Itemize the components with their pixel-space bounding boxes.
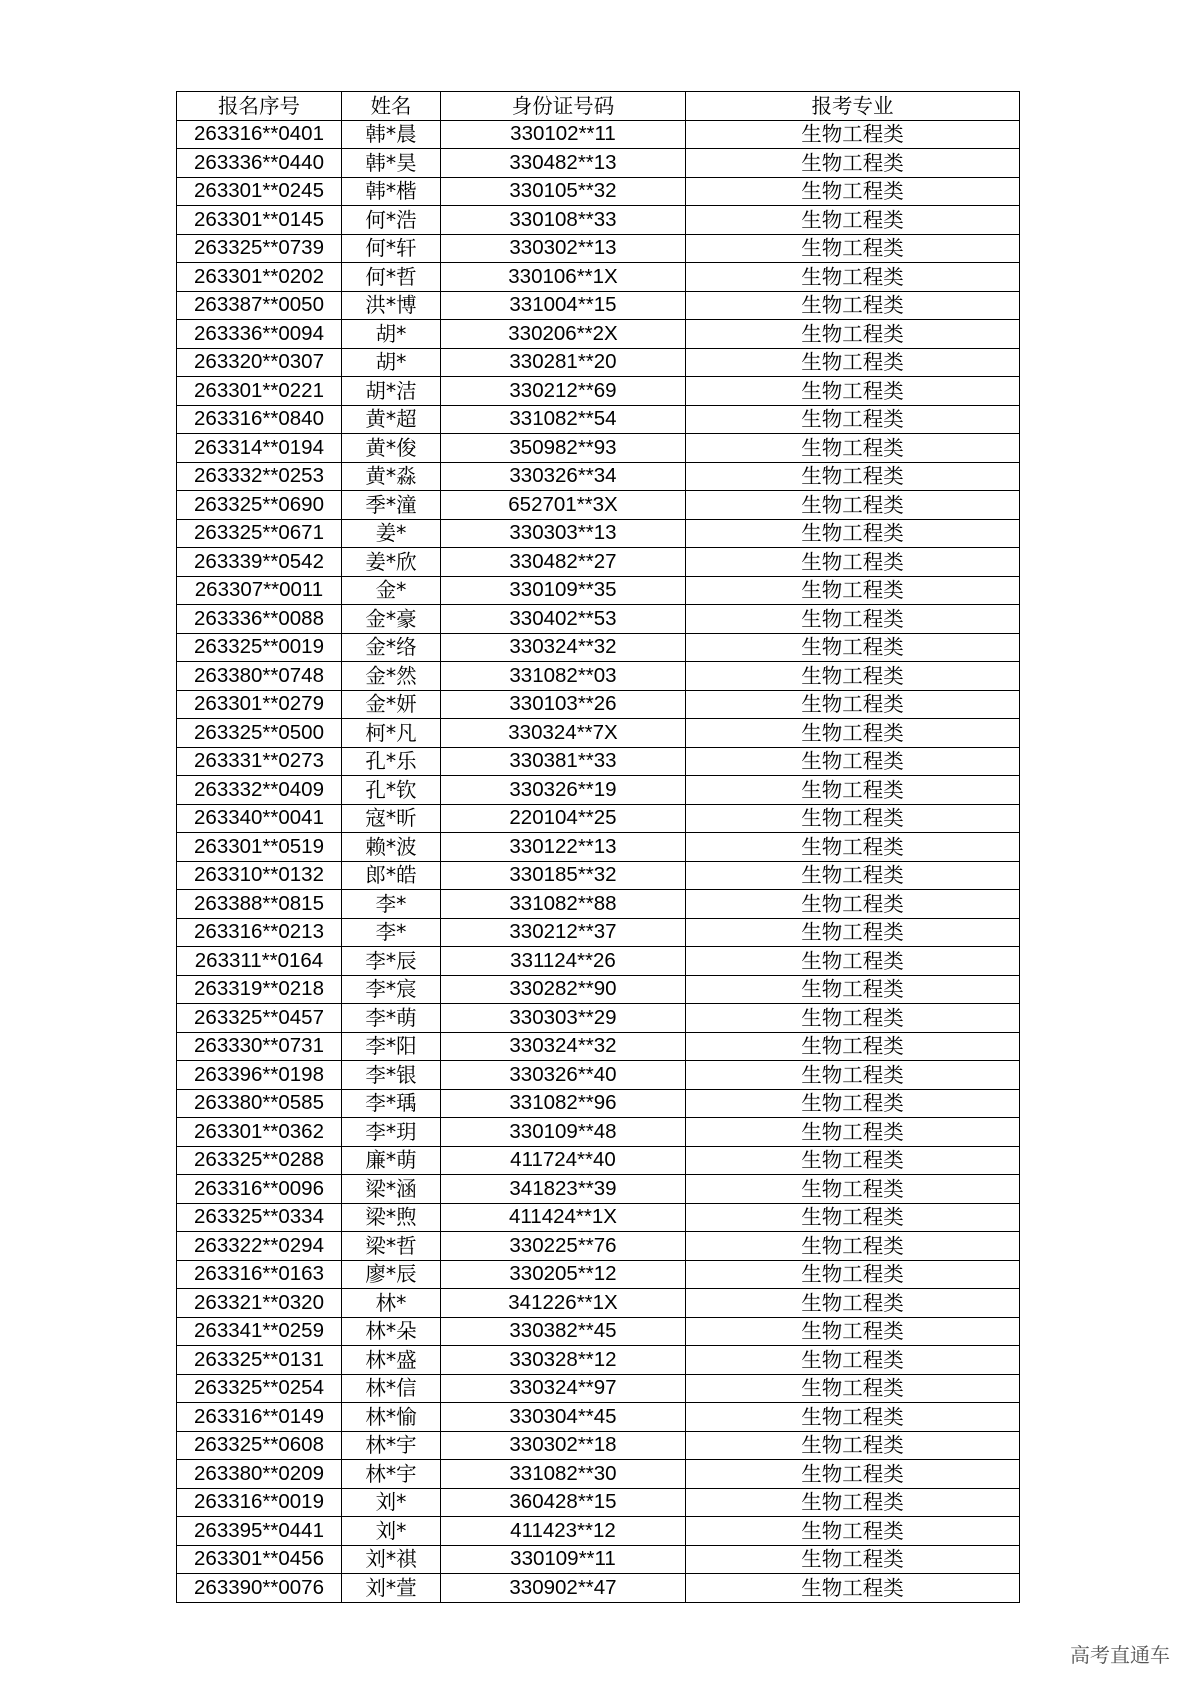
table-row bbox=[177, 576, 1020, 605]
major-cell: 生物工程类 bbox=[686, 491, 1020, 520]
table-row bbox=[177, 947, 1020, 976]
name-cell: 赖*波 bbox=[342, 833, 441, 862]
table-row bbox=[177, 605, 1020, 634]
id-number-cell: 331082**54 bbox=[441, 405, 686, 434]
table-row bbox=[177, 1089, 1020, 1118]
table-header bbox=[177, 92, 1020, 121]
table-row bbox=[177, 1260, 1020, 1289]
major-cell: 生物工程类 bbox=[686, 947, 1020, 976]
registration-no-cell: 263325**0288 bbox=[177, 1146, 342, 1175]
id-number-cell: 331082**30 bbox=[441, 1460, 686, 1489]
name-cell: 黄*超 bbox=[342, 405, 441, 434]
major-cell: 生物工程类 bbox=[686, 605, 1020, 634]
id-number-cell: 330324**97 bbox=[441, 1374, 686, 1403]
registration-no-cell: 263311**0164 bbox=[177, 947, 342, 976]
id-number-cell: 360428**15 bbox=[441, 1488, 686, 1517]
major-cell: 生物工程类 bbox=[686, 1146, 1020, 1175]
registration-no-cell: 263301**0202 bbox=[177, 263, 342, 292]
registration-no-cell: 263332**0409 bbox=[177, 776, 342, 805]
table-row bbox=[177, 1574, 1020, 1603]
header-major: 报考专业 bbox=[686, 92, 1020, 121]
registration-no-cell: 263330**0731 bbox=[177, 1032, 342, 1061]
major-cell: 生物工程类 bbox=[686, 377, 1020, 406]
id-number-cell: 331124**26 bbox=[441, 947, 686, 976]
id-number-cell: 330122**13 bbox=[441, 833, 686, 862]
major-cell: 生物工程类 bbox=[686, 833, 1020, 862]
name-cell: 刘* bbox=[342, 1488, 441, 1517]
registration-no-cell: 263307**0011 bbox=[177, 576, 342, 605]
id-number-cell: 330324**32 bbox=[441, 1032, 686, 1061]
table-row bbox=[177, 1232, 1020, 1261]
registration-no-cell: 263395**0441 bbox=[177, 1517, 342, 1546]
table-row bbox=[177, 491, 1020, 520]
table-row bbox=[177, 462, 1020, 491]
registration-no-cell: 263316**0096 bbox=[177, 1175, 342, 1204]
major-cell: 生物工程类 bbox=[686, 1374, 1020, 1403]
id-number-cell: 330281**20 bbox=[441, 348, 686, 377]
id-number-cell: 330102**11 bbox=[441, 120, 686, 149]
header-id-number: 身份证号码 bbox=[441, 92, 686, 121]
name-cell: 廉*萌 bbox=[342, 1146, 441, 1175]
name-cell: 郎*皓 bbox=[342, 861, 441, 890]
name-cell: 寇*昕 bbox=[342, 804, 441, 833]
name-cell: 金* bbox=[342, 576, 441, 605]
header-registration-no: 报名序号 bbox=[177, 92, 342, 121]
major-cell: 生物工程类 bbox=[686, 1289, 1020, 1318]
table-row bbox=[177, 1460, 1020, 1489]
id-number-cell: 411423**12 bbox=[441, 1517, 686, 1546]
header-row bbox=[177, 92, 1020, 121]
major-cell: 生物工程类 bbox=[686, 719, 1020, 748]
header-name: 姓名 bbox=[342, 92, 441, 121]
major-cell: 生物工程类 bbox=[686, 519, 1020, 548]
name-cell: 金*豪 bbox=[342, 605, 441, 634]
major-cell: 生物工程类 bbox=[686, 1260, 1020, 1289]
name-cell: 胡*洁 bbox=[342, 377, 441, 406]
name-cell: 刘*祺 bbox=[342, 1545, 441, 1574]
registration-no-cell: 263387**0050 bbox=[177, 291, 342, 320]
table-row bbox=[177, 1289, 1020, 1318]
major-cell: 生物工程类 bbox=[686, 1317, 1020, 1346]
table-row bbox=[177, 1374, 1020, 1403]
registration-no-cell: 263320**0307 bbox=[177, 348, 342, 377]
name-cell: 李*瑀 bbox=[342, 1089, 441, 1118]
id-number-cell: 330185**32 bbox=[441, 861, 686, 890]
major-cell: 生物工程类 bbox=[686, 149, 1020, 178]
major-cell: 生物工程类 bbox=[686, 434, 1020, 463]
table-row bbox=[177, 918, 1020, 947]
registration-no-cell: 263301**0145 bbox=[177, 206, 342, 235]
table-row bbox=[177, 291, 1020, 320]
major-cell: 生物工程类 bbox=[686, 747, 1020, 776]
registration-no-cell: 263310**0132 bbox=[177, 861, 342, 890]
major-cell: 生物工程类 bbox=[686, 1175, 1020, 1204]
id-number-cell: 331082**96 bbox=[441, 1089, 686, 1118]
registration-no-cell: 263396**0198 bbox=[177, 1061, 342, 1090]
table-row bbox=[177, 206, 1020, 235]
id-number-cell: 330302**18 bbox=[441, 1431, 686, 1460]
major-cell: 生物工程类 bbox=[686, 1545, 1020, 1574]
id-number-cell: 330205**12 bbox=[441, 1260, 686, 1289]
id-number-cell: 330382**45 bbox=[441, 1317, 686, 1346]
name-cell: 孔*钦 bbox=[342, 776, 441, 805]
name-cell: 姜*欣 bbox=[342, 548, 441, 577]
name-cell: 李*萌 bbox=[342, 1004, 441, 1033]
name-cell: 梁*哲 bbox=[342, 1232, 441, 1261]
table-row bbox=[177, 177, 1020, 206]
name-cell: 韩*楷 bbox=[342, 177, 441, 206]
registration-no-cell: 263325**0131 bbox=[177, 1346, 342, 1375]
id-number-cell: 330326**19 bbox=[441, 776, 686, 805]
table-row bbox=[177, 1317, 1020, 1346]
registration-no-cell: 263341**0259 bbox=[177, 1317, 342, 1346]
table-row bbox=[177, 320, 1020, 349]
registration-no-cell: 263314**0194 bbox=[177, 434, 342, 463]
id-number-cell: 331004**15 bbox=[441, 291, 686, 320]
major-cell: 生物工程类 bbox=[686, 548, 1020, 577]
id-number-cell: 350982**93 bbox=[441, 434, 686, 463]
major-cell: 生物工程类 bbox=[686, 1403, 1020, 1432]
name-cell: 胡* bbox=[342, 320, 441, 349]
registration-no-cell: 263325**0739 bbox=[177, 234, 342, 263]
registration-no-cell: 263325**0671 bbox=[177, 519, 342, 548]
registration-no-cell: 263325**0019 bbox=[177, 633, 342, 662]
name-cell: 洪*博 bbox=[342, 291, 441, 320]
id-number-cell: 330109**48 bbox=[441, 1118, 686, 1147]
name-cell: 林*盛 bbox=[342, 1346, 441, 1375]
table-row bbox=[177, 120, 1020, 149]
major-cell: 生物工程类 bbox=[686, 177, 1020, 206]
registration-no-cell: 263316**0163 bbox=[177, 1260, 342, 1289]
table-row bbox=[177, 1203, 1020, 1232]
major-cell: 生物工程类 bbox=[686, 804, 1020, 833]
name-cell: 黄*俊 bbox=[342, 434, 441, 463]
name-cell: 梁*涵 bbox=[342, 1175, 441, 1204]
name-cell: 何*浩 bbox=[342, 206, 441, 235]
id-number-cell: 341226**1X bbox=[441, 1289, 686, 1318]
name-cell: 李*银 bbox=[342, 1061, 441, 1090]
id-number-cell: 330105**32 bbox=[441, 177, 686, 206]
id-number-cell: 411724**40 bbox=[441, 1146, 686, 1175]
registration-no-cell: 263319**0218 bbox=[177, 975, 342, 1004]
id-number-cell: 330402**53 bbox=[441, 605, 686, 634]
name-cell: 金*络 bbox=[342, 633, 441, 662]
table-row bbox=[177, 804, 1020, 833]
id-number-cell: 330109**35 bbox=[441, 576, 686, 605]
name-cell: 胡* bbox=[342, 348, 441, 377]
name-cell: 刘*萱 bbox=[342, 1574, 441, 1603]
table-row bbox=[177, 747, 1020, 776]
registration-no-cell: 263380**0748 bbox=[177, 662, 342, 691]
major-cell: 生物工程类 bbox=[686, 662, 1020, 691]
registration-no-cell: 263325**0334 bbox=[177, 1203, 342, 1232]
id-number-cell: 331082**88 bbox=[441, 890, 686, 919]
table-row bbox=[177, 234, 1020, 263]
name-cell: 李* bbox=[342, 918, 441, 947]
applicant-table bbox=[176, 91, 1020, 1603]
major-cell: 生物工程类 bbox=[686, 918, 1020, 947]
name-cell: 林*朵 bbox=[342, 1317, 441, 1346]
name-cell: 黄*淼 bbox=[342, 462, 441, 491]
registration-no-cell: 263301**0456 bbox=[177, 1545, 342, 1574]
major-cell: 生物工程类 bbox=[686, 263, 1020, 292]
table-row bbox=[177, 1032, 1020, 1061]
registration-no-cell: 263301**0519 bbox=[177, 833, 342, 862]
watermark: 高考直通车 bbox=[1070, 1643, 1170, 1667]
name-cell: 林*宇 bbox=[342, 1460, 441, 1489]
registration-no-cell: 263336**0440 bbox=[177, 149, 342, 178]
table-row bbox=[177, 1545, 1020, 1574]
registration-no-cell: 263331**0273 bbox=[177, 747, 342, 776]
table-row bbox=[177, 149, 1020, 178]
id-number-cell: 330381**33 bbox=[441, 747, 686, 776]
id-number-cell: 330106**1X bbox=[441, 263, 686, 292]
id-number-cell: 330482**27 bbox=[441, 548, 686, 577]
major-cell: 生物工程类 bbox=[686, 1118, 1020, 1147]
registration-no-cell: 263380**0585 bbox=[177, 1089, 342, 1118]
major-cell: 生物工程类 bbox=[686, 1431, 1020, 1460]
id-number-cell: 330282**90 bbox=[441, 975, 686, 1004]
major-cell: 生物工程类 bbox=[686, 1089, 1020, 1118]
id-number-cell: 341823**39 bbox=[441, 1175, 686, 1204]
registration-no-cell: 263339**0542 bbox=[177, 548, 342, 577]
id-number-cell: 330108**33 bbox=[441, 206, 686, 235]
table-row bbox=[177, 833, 1020, 862]
major-cell: 生物工程类 bbox=[686, 1346, 1020, 1375]
name-cell: 韩*昊 bbox=[342, 149, 441, 178]
major-cell: 生物工程类 bbox=[686, 890, 1020, 919]
major-cell: 生物工程类 bbox=[686, 405, 1020, 434]
id-number-cell: 330212**37 bbox=[441, 918, 686, 947]
table-row bbox=[177, 633, 1020, 662]
major-cell: 生物工程类 bbox=[686, 975, 1020, 1004]
major-cell: 生物工程类 bbox=[686, 1488, 1020, 1517]
major-cell: 生物工程类 bbox=[686, 348, 1020, 377]
major-cell: 生物工程类 bbox=[686, 861, 1020, 890]
id-number-cell: 220104**25 bbox=[441, 804, 686, 833]
table-row bbox=[177, 1175, 1020, 1204]
id-number-cell: 330902**47 bbox=[441, 1574, 686, 1603]
name-cell: 林*愉 bbox=[342, 1403, 441, 1432]
table-row bbox=[177, 1517, 1020, 1546]
registration-no-cell: 263321**0320 bbox=[177, 1289, 342, 1318]
table-row bbox=[177, 1118, 1020, 1147]
major-cell: 生物工程类 bbox=[686, 1232, 1020, 1261]
registration-no-cell: 263325**0457 bbox=[177, 1004, 342, 1033]
registration-no-cell: 263336**0094 bbox=[177, 320, 342, 349]
major-cell: 生物工程类 bbox=[686, 776, 1020, 805]
registration-no-cell: 263340**0041 bbox=[177, 804, 342, 833]
name-cell: 李*玥 bbox=[342, 1118, 441, 1147]
major-cell: 生物工程类 bbox=[686, 1460, 1020, 1489]
major-cell: 生物工程类 bbox=[686, 1061, 1020, 1090]
name-cell: 李*阳 bbox=[342, 1032, 441, 1061]
registration-no-cell: 263336**0088 bbox=[177, 605, 342, 634]
id-number-cell: 330206**2X bbox=[441, 320, 686, 349]
major-cell: 生物工程类 bbox=[686, 1004, 1020, 1033]
registration-no-cell: 263316**0840 bbox=[177, 405, 342, 434]
id-number-cell: 330303**29 bbox=[441, 1004, 686, 1033]
table-row bbox=[177, 1346, 1020, 1375]
registration-no-cell: 263325**0608 bbox=[177, 1431, 342, 1460]
id-number-cell: 330328**12 bbox=[441, 1346, 686, 1375]
major-cell: 生物工程类 bbox=[686, 690, 1020, 719]
major-cell: 生物工程类 bbox=[686, 1203, 1020, 1232]
id-number-cell: 330482**13 bbox=[441, 149, 686, 178]
name-cell: 李*辰 bbox=[342, 947, 441, 976]
name-cell: 何*哲 bbox=[342, 263, 441, 292]
name-cell: 林*信 bbox=[342, 1374, 441, 1403]
table-row bbox=[177, 1004, 1020, 1033]
major-cell: 生物工程类 bbox=[686, 462, 1020, 491]
id-number-cell: 652701**3X bbox=[441, 491, 686, 520]
table-body bbox=[177, 120, 1020, 1602]
registration-no-cell: 263390**0076 bbox=[177, 1574, 342, 1603]
registration-no-cell: 263316**0401 bbox=[177, 120, 342, 149]
name-cell: 姜* bbox=[342, 519, 441, 548]
name-cell: 刘* bbox=[342, 1517, 441, 1546]
registration-no-cell: 263316**0213 bbox=[177, 918, 342, 947]
registration-no-cell: 263380**0209 bbox=[177, 1460, 342, 1489]
registration-no-cell: 263388**0815 bbox=[177, 890, 342, 919]
name-cell: 孔*乐 bbox=[342, 747, 441, 776]
id-number-cell: 331082**03 bbox=[441, 662, 686, 691]
table-row bbox=[177, 975, 1020, 1004]
registration-no-cell: 263301**0245 bbox=[177, 177, 342, 206]
id-number-cell: 330303**13 bbox=[441, 519, 686, 548]
name-cell: 林* bbox=[342, 1289, 441, 1318]
table-row bbox=[177, 434, 1020, 463]
id-number-cell: 330109**11 bbox=[441, 1545, 686, 1574]
table-row bbox=[177, 377, 1020, 406]
table-row bbox=[177, 1431, 1020, 1460]
major-cell: 生物工程类 bbox=[686, 120, 1020, 149]
registration-no-cell: 263325**0500 bbox=[177, 719, 342, 748]
name-cell: 柯*凡 bbox=[342, 719, 441, 748]
id-number-cell: 411424**1X bbox=[441, 1203, 686, 1232]
major-cell: 生物工程类 bbox=[686, 633, 1020, 662]
registration-no-cell: 263316**0019 bbox=[177, 1488, 342, 1517]
id-number-cell: 330324**32 bbox=[441, 633, 686, 662]
table-row bbox=[177, 405, 1020, 434]
major-cell: 生物工程类 bbox=[686, 576, 1020, 605]
name-cell: 金*妍 bbox=[342, 690, 441, 719]
table-row bbox=[177, 1403, 1020, 1432]
registration-no-cell: 263325**0690 bbox=[177, 491, 342, 520]
table-row bbox=[177, 263, 1020, 292]
registration-no-cell: 263316**0149 bbox=[177, 1403, 342, 1432]
major-cell: 生物工程类 bbox=[686, 234, 1020, 263]
name-cell: 韩*晨 bbox=[342, 120, 441, 149]
major-cell: 生物工程类 bbox=[686, 320, 1020, 349]
table-row bbox=[177, 890, 1020, 919]
id-number-cell: 330103**26 bbox=[441, 690, 686, 719]
table-row bbox=[177, 348, 1020, 377]
name-cell: 金*然 bbox=[342, 662, 441, 691]
name-cell: 李*宸 bbox=[342, 975, 441, 1004]
major-cell: 生物工程类 bbox=[686, 1032, 1020, 1061]
registration-no-cell: 263301**0362 bbox=[177, 1118, 342, 1147]
registration-no-cell: 263301**0279 bbox=[177, 690, 342, 719]
name-cell: 廖*辰 bbox=[342, 1260, 441, 1289]
table-row bbox=[177, 719, 1020, 748]
table-row bbox=[177, 690, 1020, 719]
major-cell: 生物工程类 bbox=[686, 1574, 1020, 1603]
table-row bbox=[177, 662, 1020, 691]
name-cell: 梁*煦 bbox=[342, 1203, 441, 1232]
table-row bbox=[177, 548, 1020, 577]
id-number-cell: 330302**13 bbox=[441, 234, 686, 263]
registration-no-cell: 263325**0254 bbox=[177, 1374, 342, 1403]
name-cell: 何*轩 bbox=[342, 234, 441, 263]
registration-no-cell: 263322**0294 bbox=[177, 1232, 342, 1261]
table-row bbox=[177, 861, 1020, 890]
table-row bbox=[177, 1488, 1020, 1517]
id-number-cell: 330212**69 bbox=[441, 377, 686, 406]
name-cell: 季*潼 bbox=[342, 491, 441, 520]
registration-no-cell: 263301**0221 bbox=[177, 377, 342, 406]
table-row bbox=[177, 1061, 1020, 1090]
name-cell: 李* bbox=[342, 890, 441, 919]
major-cell: 生物工程类 bbox=[686, 206, 1020, 235]
id-number-cell: 330304**45 bbox=[441, 1403, 686, 1432]
id-number-cell: 330225**76 bbox=[441, 1232, 686, 1261]
id-number-cell: 330324**7X bbox=[441, 719, 686, 748]
id-number-cell: 330326**34 bbox=[441, 462, 686, 491]
major-cell: 生物工程类 bbox=[686, 291, 1020, 320]
table-row bbox=[177, 776, 1020, 805]
table-row bbox=[177, 519, 1020, 548]
id-number-cell: 330326**40 bbox=[441, 1061, 686, 1090]
registration-no-cell: 263332**0253 bbox=[177, 462, 342, 491]
name-cell: 林*宇 bbox=[342, 1431, 441, 1460]
table-row bbox=[177, 1146, 1020, 1175]
major-cell: 生物工程类 bbox=[686, 1517, 1020, 1546]
